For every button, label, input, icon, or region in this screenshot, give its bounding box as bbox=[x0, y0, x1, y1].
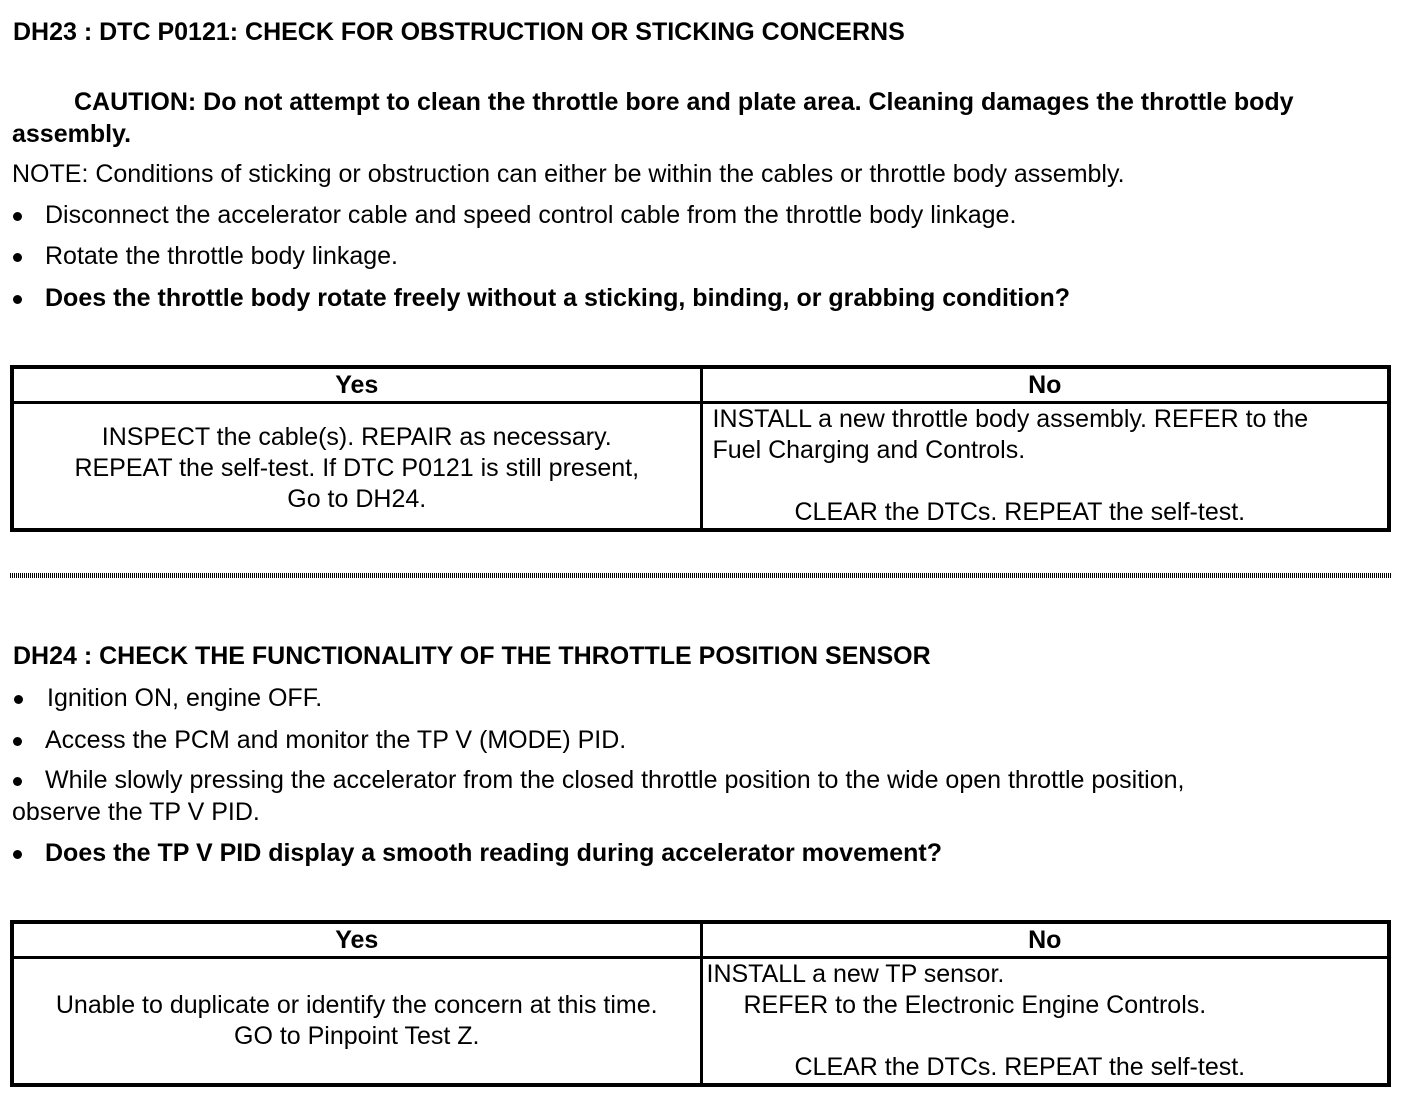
cell-line: CLEAR the DTCs. REPEAT the self-test. bbox=[794, 498, 1246, 526]
yes-cell bbox=[12, 958, 701, 1086]
note-text: NOTE: Conditions of sticking or obstruction can either be within the cables or throttle body assembly. bbox=[12, 160, 1125, 188]
yes-header: Yes bbox=[12, 922, 701, 958]
caution-text: CAUTION: Do not attempt to clean the throttle bore and plate area. Cleaning damages the throttle body assembly. bbox=[12, 88, 1294, 148]
list-item: Disconnect the accelerator cable and speed control cable from the throttle body linkage. bbox=[45, 201, 1017, 229]
section-heading-dh24: DH24 : CHECK THE FUNCTIONALITY OF THE THROTTLE POSITION SENSOR bbox=[13, 642, 931, 670]
bullet-icon bbox=[13, 777, 22, 786]
cell-line: REFER to the Electronic Engine Controls. bbox=[743, 991, 1207, 1019]
cell-line: CLEAR the DTCs. REPEAT the self-test. bbox=[794, 1053, 1246, 1081]
list-item: Access the PCM and monitor the TP V (MODE) PID. bbox=[45, 726, 627, 754]
list-item: While slowly pressing the accelerator from the closed throttle position to the wide open throttle position, bbox=[45, 766, 1185, 794]
cell-line: INSTALL a new throttle body assembly. REFER to the bbox=[712, 405, 1309, 433]
no-cell bbox=[701, 958, 1389, 1086]
cell-line: Go to DH24. bbox=[287, 485, 427, 513]
no-header: No bbox=[701, 367, 1389, 403]
bullet-icon bbox=[13, 212, 22, 221]
question-text: Does the TP V PID display a smooth reading during accelerator movement? bbox=[45, 839, 942, 867]
cell-line: Fuel Charging and Controls. bbox=[712, 436, 1026, 464]
cell-line: GO to Pinpoint Test Z. bbox=[234, 1022, 480, 1050]
question-text: Does the throttle body rotate freely without a sticking, binding, or grabbing condition? bbox=[45, 284, 1071, 312]
list-item: Rotate the throttle body linkage. bbox=[45, 242, 399, 270]
cell-line: INSPECT the cable(s). REPAIR as necessary. bbox=[101, 423, 612, 451]
list-item: Ignition ON, engine OFF. bbox=[47, 684, 323, 712]
cell-line: Unable to duplicate or identify the concern at this time. bbox=[55, 991, 658, 1019]
cell-line: REPEAT the self-test. If DTC P0121 is still present, bbox=[74, 454, 640, 482]
cell-line: INSTALL a new TP sensor. bbox=[706, 960, 1005, 988]
section-divider bbox=[10, 573, 1391, 578]
bullet-icon bbox=[13, 253, 22, 262]
section-heading-dh23: DH23 : DTC P0121: CHECK FOR OBSTRUCTION OR STICKING CONCERNS bbox=[13, 18, 905, 46]
no-cell bbox=[701, 403, 1389, 531]
list-item-continuation: observe the TP V PID. bbox=[12, 798, 260, 826]
decision-table-dh24 bbox=[10, 920, 1391, 1087]
bullet-icon bbox=[13, 850, 22, 859]
bullet-icon bbox=[13, 295, 22, 304]
no-header: No bbox=[701, 922, 1389, 958]
bullet-icon bbox=[13, 737, 22, 746]
decision-table-dh23 bbox=[10, 365, 1391, 532]
yes-cell bbox=[12, 403, 701, 531]
bullet-icon bbox=[14, 695, 23, 704]
yes-header: Yes bbox=[12, 367, 701, 403]
